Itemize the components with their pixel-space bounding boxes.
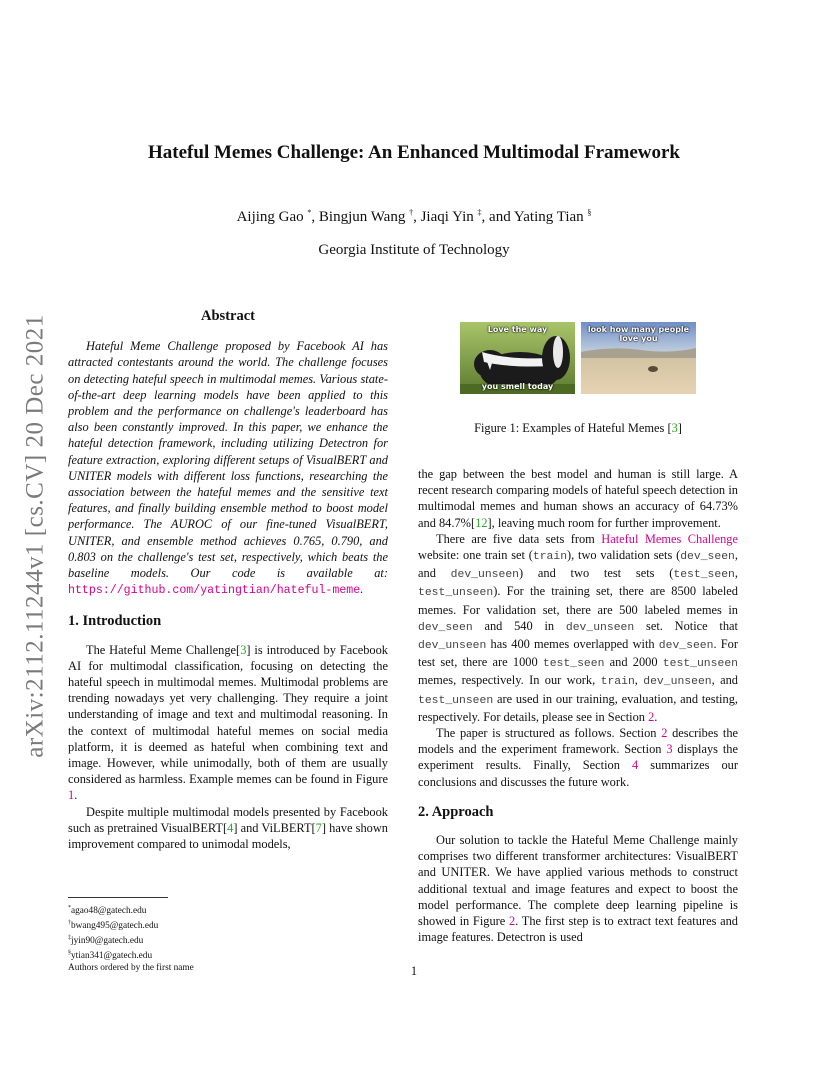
right-column	[418, 466, 738, 945]
footnote: †bwang495@gatech.edu	[68, 920, 159, 932]
section-heading-approach: 2. Approach	[418, 803, 494, 820]
author-name: Bingjun Wang	[318, 209, 406, 225]
author-name: Jiaqi Yin	[420, 209, 474, 225]
author-mark: §	[587, 208, 592, 217]
meme-image-skunk	[460, 322, 575, 394]
abstract-heading: Abstract	[201, 308, 255, 324]
footnote-rule	[68, 897, 168, 898]
intro-paragraph: Despite multiple multimodal models presented by Facebook such as pretrained VisualBERT[4] and ViLBERT[7] have shown improvement compared to unimodal models,	[68, 804, 389, 852]
abstract-body: Hateful Meme Challenge proposed by Facebook AI has attracted contestants around the world. The challenge focuses on detecting hateful speech in multimodal memes. Various state-of-the-art deep learning models have been applied to this problem and the performance on challenge's leaderboard has also been constantly improved. In this paper, we enhance the hateful detection framework, including utilizing Detectron for feature extraction, exploring different setups of VisualBERT and UNITER models with different loss functions, researching the association between the hateful memes and the sensitive text features, and finally building ensemble method to boost model performance. The AUROC of our fine-tuned VisualBERT, UNITER, and ensemble method achieves 0.765, 0.790, and 0.803 on the challenge's test set, respectively, which beats the baseline models. Our code is available at: https://github.com/yatingtian/hateful-meme.	[68, 339, 388, 598]
body-paragraph: Our solution to tackle the Hateful Meme Challenge mainly comprises two different transformer architectures: VisualBERT and UNITER. We have applied various methods to construct additional textual and image features and expect to boost the model performance. The complete deep learning pipeline is showed in Figure 2. The first step is to extract text features and image features. Detectron is used	[418, 833, 738, 945]
paper-title: Hateful Memes Challenge: An Enhanced Multimodal Framework	[148, 142, 680, 163]
left-column	[68, 308, 388, 852]
author-name: Yating Tian	[513, 209, 584, 225]
intro-paragraph: The Hateful Meme Challenge[3] is introduced by Facebook AI for multimodal classification, focusing on detecting the hateful speech in multimodal memes. Multimodal problems are trending nowadays yet very challenging. They require a joint understanding of image and text and multimodal reasoning. In the context of multimodal hateful memes on social media platform, it is deemed as hateful when combining text and image. However, while unimodally, both of them are usually considered as harmless. Example memes can be found in Figure 1.	[68, 642, 388, 803]
body-paragraph: the gap between the best model and human is still large. A recent research comparing models of hateful speech detection in multimodal memes and human shows an accuracy of 64.73% and 84.7%[12], leaving much room for further improvement.	[418, 467, 738, 530]
meme-caption: look how many people love you	[587, 325, 690, 343]
code-link[interactable]: https://github.com/yatingtian/hateful-meme	[68, 584, 361, 598]
body-paragraph: There are five data sets from Hateful Memes Challenge website: one train set (train), two validation sets (dev_seen, and dev_unseen) and two test sets (test_seen, test_unseen). For the training set, there are 8500 labeled memes. For validation set, there are 500 labeled memes in dev_seen and 540 in dev_unseen set. Notice that dev_unseen has 400 memes overlapped with dev_seen. For test set, there are 1000 test_seen and 2000 test_unseen memes, respectively. In our work, train, dev_unseen, and test_unseen are used in our training, evaluation, and testing, respectively. For details, please see in Section 2.	[418, 531, 738, 724]
author-list: Aijing Gao *, Bingjun Wang †, Jiaqi Yin ‡, and Yating Tian §	[236, 208, 592, 225]
author-mark: *	[307, 208, 312, 217]
section-heading-introduction: 1. Introduction	[68, 613, 162, 630]
meme-caption: you smell today	[481, 382, 554, 391]
citation-link[interactable]: 4	[227, 820, 234, 835]
arxiv-identifier: arXiv:2112.11244v1 [cs.CV] 20 Dec 2021	[22, 314, 49, 758]
section-ref-link[interactable]: 2	[661, 726, 668, 741]
figure-ref-link[interactable]: 2	[509, 914, 516, 929]
figure-ref-link[interactable]: 1	[68, 788, 75, 803]
figure-1	[460, 322, 696, 394]
citation-link[interactable]: 12	[475, 515, 488, 530]
body-paragraph: The paper is structured as follows. Section 2 describes the models and the experiment framework. Section 3 displays the experiment results. Finally, Section 4 summarizes our conclusions and discusses the future work.	[418, 726, 739, 789]
figure-caption: Figure 1: Examples of Hateful Memes [3]	[474, 421, 682, 435]
meme-image-desert	[581, 322, 696, 394]
footnotes	[68, 897, 388, 974]
citation-link[interactable]: 3	[671, 421, 678, 435]
footnote-note: Authors ordered by the first name	[68, 963, 194, 974]
section-ref-link[interactable]: 3	[666, 742, 673, 757]
citation-link[interactable]: 3	[240, 642, 247, 657]
section-ref-link[interactable]: 2	[648, 709, 655, 724]
page-number: 1	[410, 964, 418, 978]
footnote: ‡jyin90@gatech.edu	[68, 935, 144, 947]
citation-link[interactable]: 7	[315, 820, 322, 835]
affiliation: Georgia Institute of Technology	[318, 242, 510, 258]
author-mark: †	[409, 208, 414, 217]
footnote: §ytian341@gatech.edu	[68, 950, 153, 962]
meme-caption: Love the way	[487, 325, 548, 334]
section-ref-link[interactable]: 4	[631, 758, 639, 773]
author-name: Aijing Gao	[236, 209, 304, 225]
challenge-website-link[interactable]: Hateful Memes Challenge	[601, 531, 738, 546]
footnote: *agao48@gatech.edu	[68, 905, 147, 917]
author-mark: ‡	[477, 208, 482, 217]
